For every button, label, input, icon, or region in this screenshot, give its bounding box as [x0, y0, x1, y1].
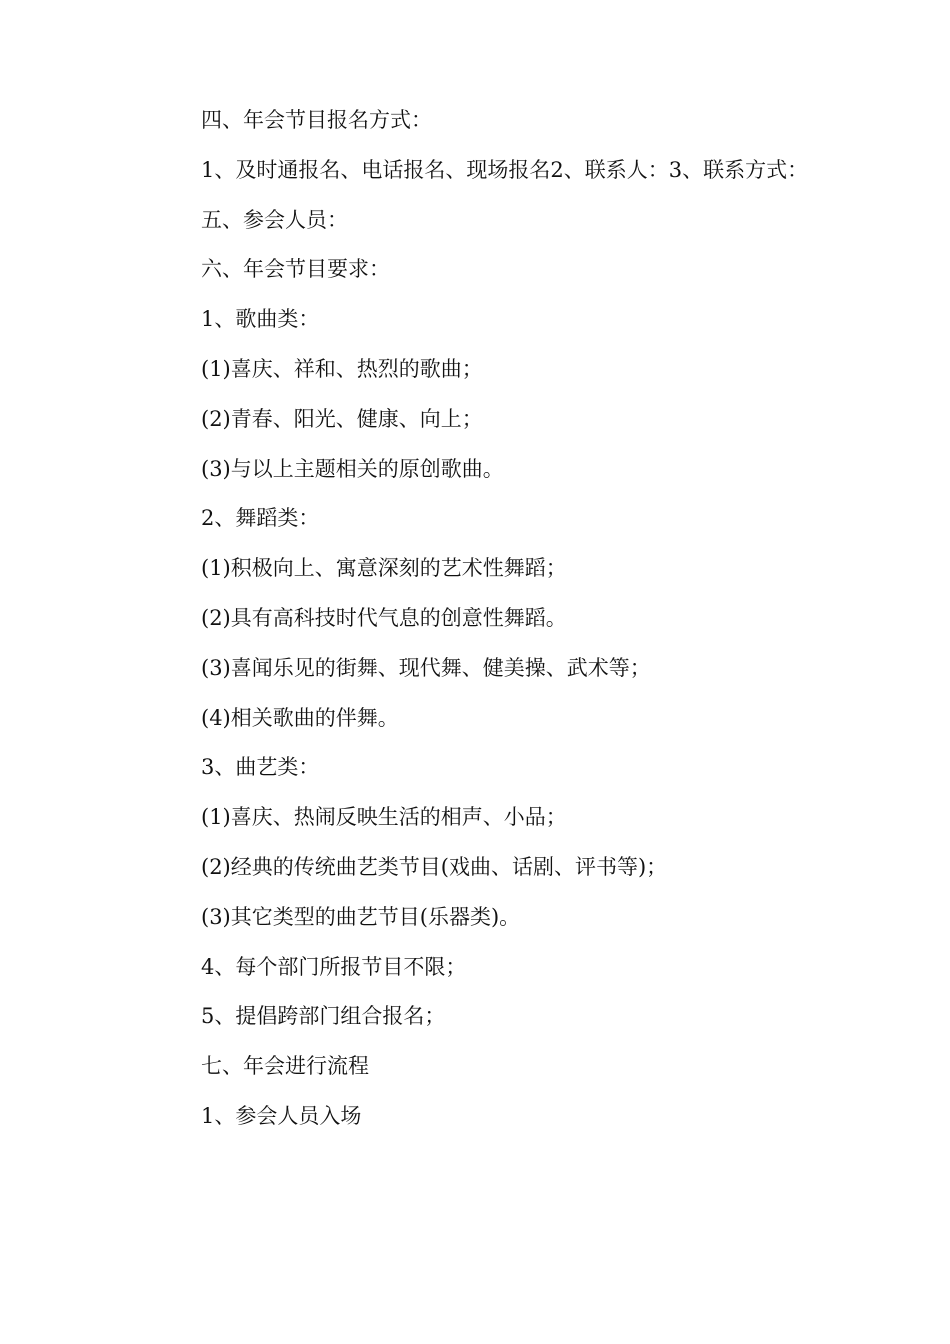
- paragraph-songs-item-1: (1)喜庆、祥和、热烈的歌曲；: [201, 356, 483, 381]
- paragraph-dance-heading: 2、舞蹈类：: [201, 506, 320, 531]
- document-body: [145, 96, 810, 1142]
- paragraph-dance-item-4: (4)相关歌曲的伴舞。: [201, 705, 399, 730]
- paragraph-rule-4: 4、每个部门所报节目不限；: [201, 954, 467, 979]
- paragraph-section-7-heading: 七、年会进行流程: [201, 1054, 369, 1079]
- paragraph-section-6-heading: 六、年会节目要求：: [201, 257, 390, 282]
- paragraph-rule-5: 5、提倡跨部门组合报名；: [201, 1004, 446, 1029]
- paragraph-section-5-heading: 五、参会人员：: [201, 207, 348, 232]
- paragraph-dance-item-1: (1)积极向上、寓意深刻的艺术性舞蹈；: [201, 556, 567, 581]
- paragraph-dance-item-3: (3)喜闻乐见的街舞、现代舞、健美操、武术等；: [201, 655, 651, 680]
- paragraph-registration-methods: 1、及时通报名、电话报名、现场报名2、联系人：3、联系方式：: [201, 157, 809, 182]
- paragraph-section-4-heading: 四、年会节目报名方式：: [201, 108, 432, 132]
- paragraph-songs-item-3: (3)与以上主题相关的原创歌曲。: [201, 456, 504, 481]
- paragraph-process-step-1: 1、参会人员入场: [201, 1103, 362, 1128]
- paragraph-quyi-item-2: (2)经典的传统曲艺类节目(戏曲、话剧、评书等)；: [201, 854, 668, 879]
- paragraph-dance-item-2: (2)具有高科技时代气息的创意性舞蹈。: [201, 605, 567, 630]
- paragraph-quyi-item-1: (1)喜庆、热闹反映生活的相声、小品；: [201, 805, 567, 830]
- paragraph-quyi-item-3: (3)其它类型的曲艺节目(乐器类)。: [201, 904, 521, 929]
- paragraph-songs-item-2: (2)青春、阳光、健康、向上；: [201, 406, 483, 431]
- paragraph-songs-heading: 1、歌曲类：: [201, 307, 320, 332]
- paragraph-quyi-heading: 3、曲艺类：: [201, 755, 320, 780]
